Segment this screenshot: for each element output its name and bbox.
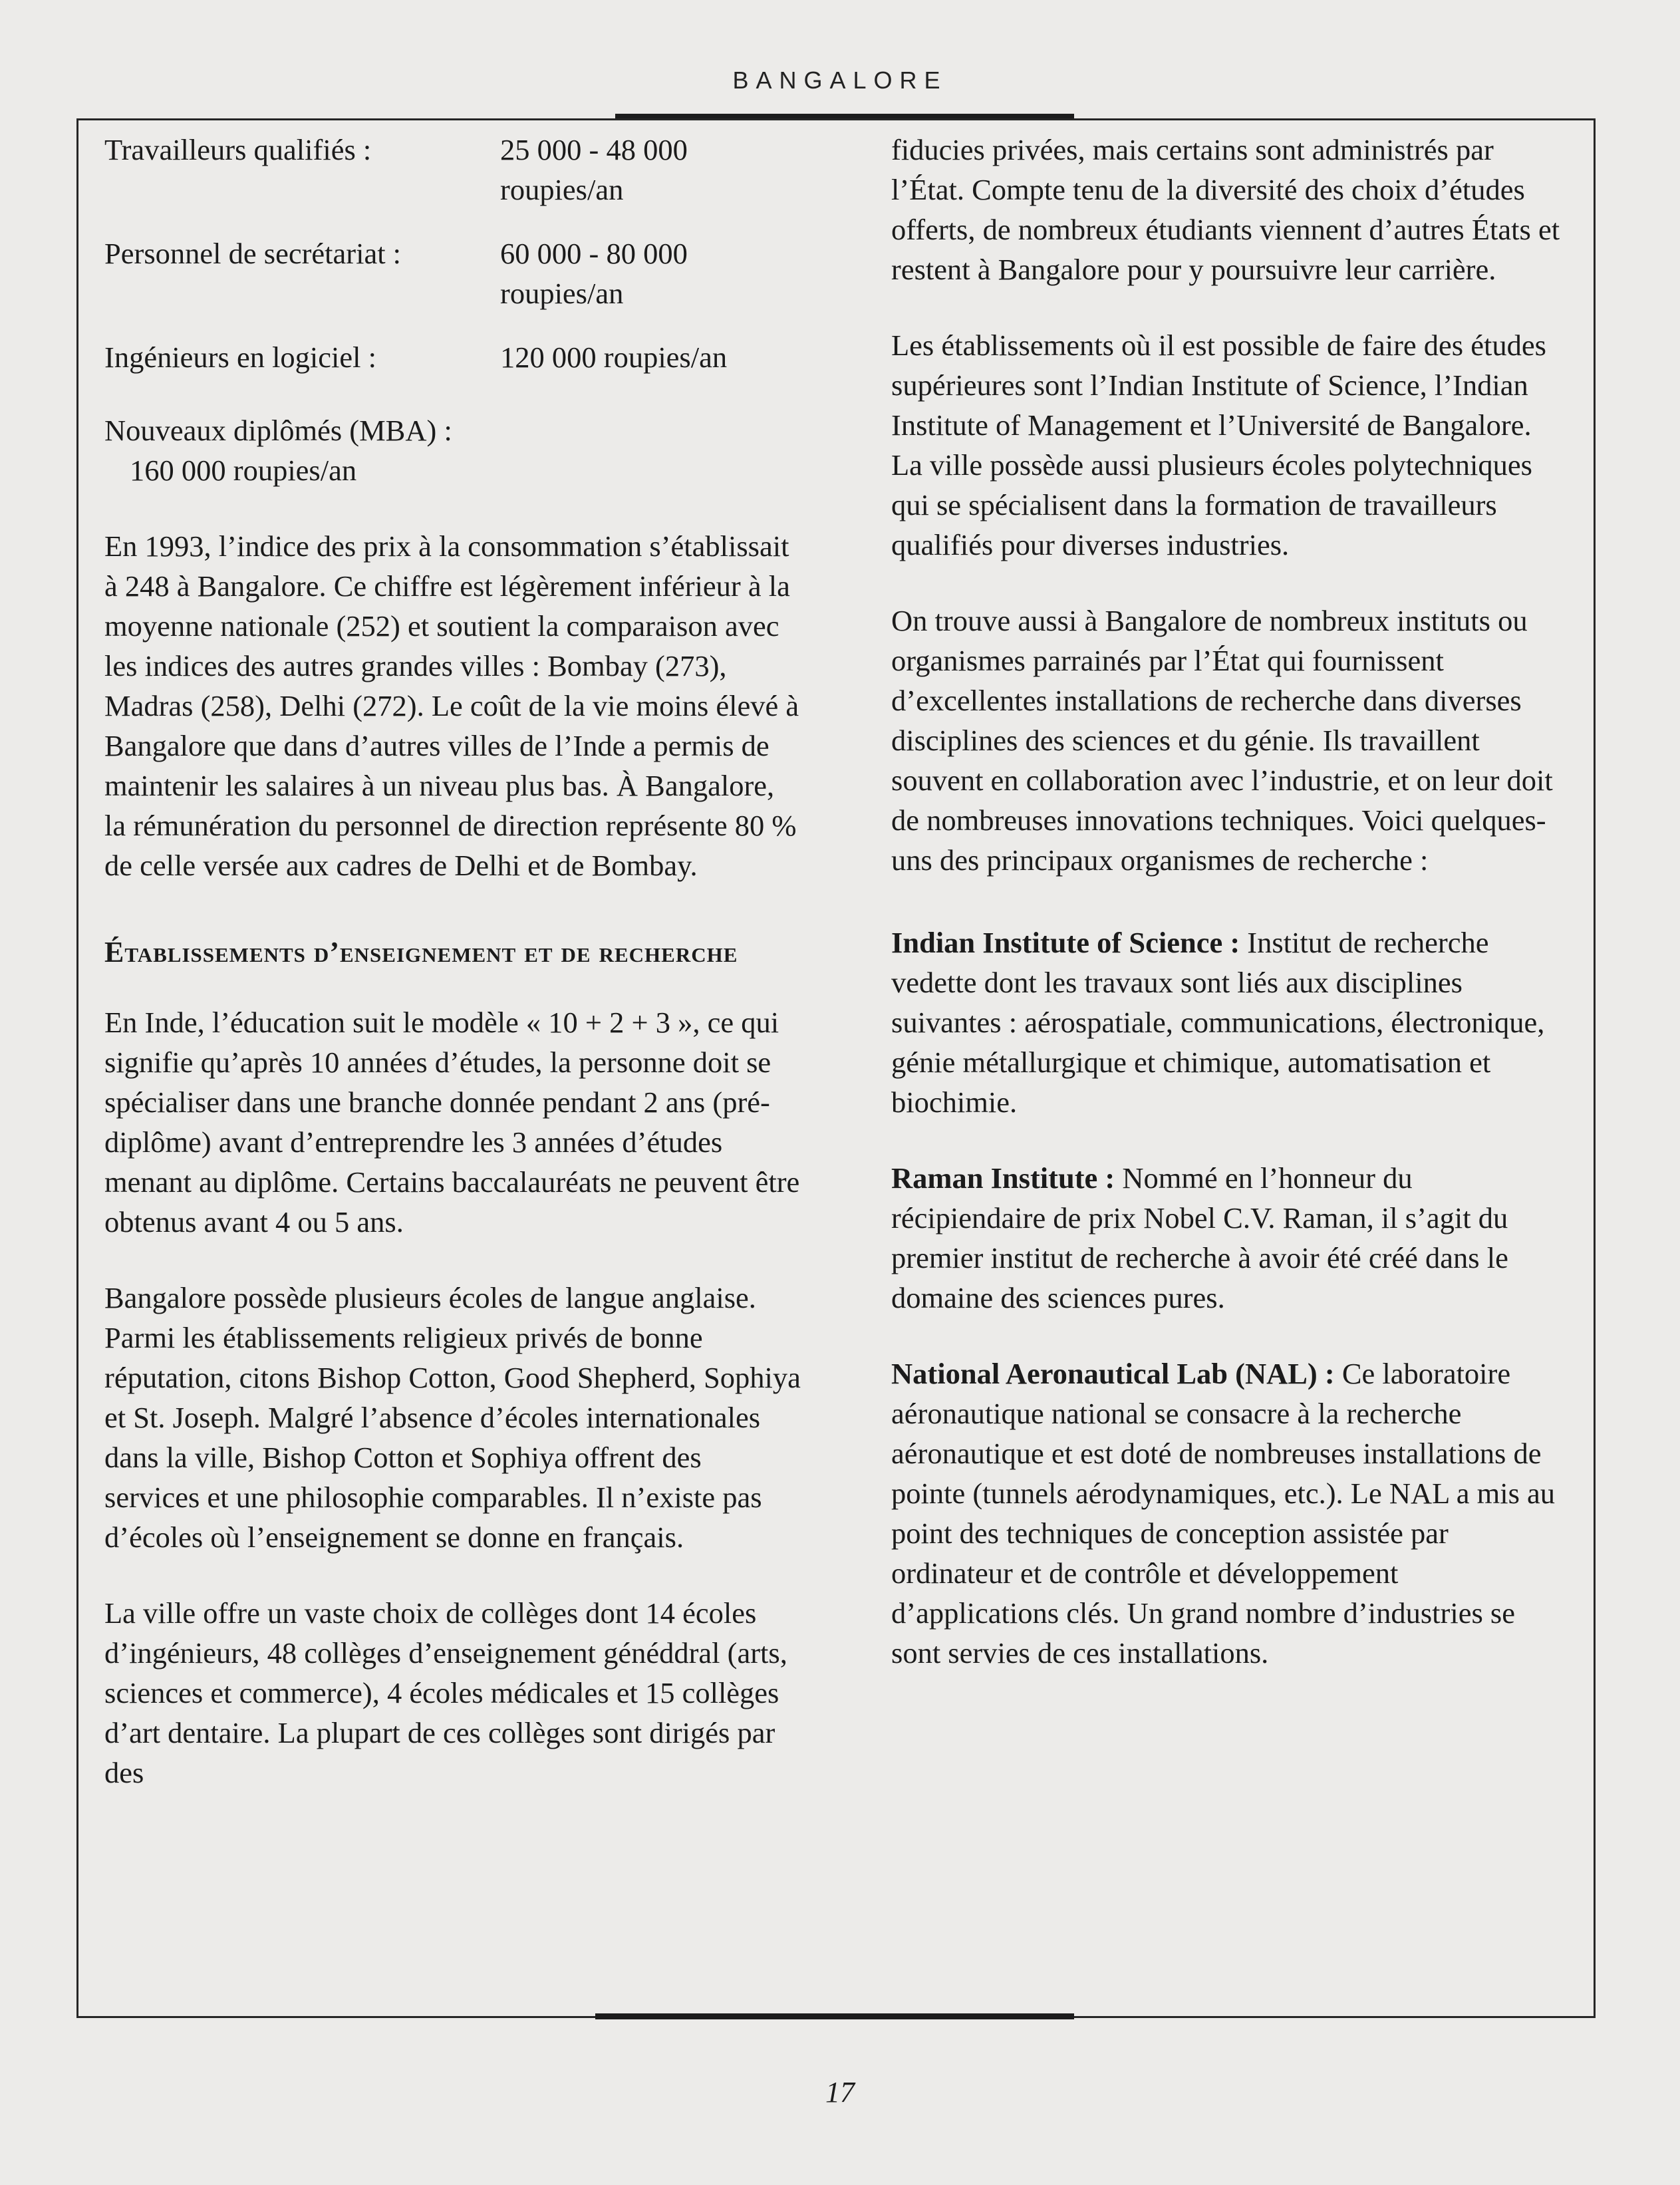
left-column [104, 130, 803, 1793]
iisc-description: Institut de recherche vedette dont les travaux sont liés aux disciplines suivantes : aérospatiale, communications, électronique, génie métallurgique et chimique, automatisation et biochimie. [891, 926, 1545, 1119]
cost-of-living-paragraph: En 1993, l’indice des prix à la consommation s’établissait à 248 à Bangalore. Ce chiffre est légèrement inférieur à la moyenne nationale (252) et soutient la comparaison avec les indices des autres grandes villes : Bombay (273), Madras (258), Delhi (272). Le coût de la vie moins élevé à Bangalore que dans d’autres villes de l’Inde a permis de maintenir les salaires à un niveau plus bas. À Bangalore, la rémunération du personnel de direction représente 80 % de celle versée aux cadres de Delhi et de Bombay. [104, 529, 799, 882]
nal-description: Ce laboratoire aéronautique national se consacre à la recherche aéronautique et est doté de nombreuses installations de pointe (tunnels aérodynamiques, etc.). Le NAL a mis au point des techniques de conception assistée par ordinateur et de contrôle et développement d’applications clés. Un grand nombre d’industries se sont servies de ces installations. [891, 1357, 1556, 1670]
raman-term: Raman Institute : [891, 1161, 1115, 1195]
salary-row [104, 337, 803, 377]
schools-paragraph: Bangalore possède plusieurs écoles de langue anglaise. Parmi les établissements religieux privés de bonne réputation, citons Bishop Cotton, Good Shepherd, Sophiya et St. Joseph. Malgré l’absence d’écoles internationales dans la ville, Bishop Cotton et Sophiya offrent des services et une philosophie comparables. Il n’existe pas d’écoles où l’enseignement se donne en français. [104, 1281, 801, 1554]
salary-label: Nouveaux diplômés (MBA) : [104, 414, 452, 447]
bottom-rule [595, 2013, 1074, 2019]
raman-description: Nommé en l’honneur du récipiendaire de prix Nobel C.V. Raman, il s’agit du premier institut de recherche à avoir été créé dans le domaine des sciences pures. [891, 1161, 1508, 1314]
salary-label: Ingénieurs en logiciel : [104, 341, 377, 374]
nal-term: National Aeronautical Lab (NAL) : [891, 1357, 1335, 1390]
salary-row [104, 130, 803, 210]
iisc-term: Indian Institute of Science : [891, 926, 1240, 959]
right-column [891, 130, 1563, 1673]
running-header: BANGALORE [732, 67, 948, 94]
page-number: 17 [825, 2076, 855, 2109]
colleges-paragraph: La ville offre un vaste choix de collèges dont 14 écoles d’ingénieurs, 48 collèges d’enseignement généddral (arts, sciences et commerce), 4 écoles médicales et 15 collèges d’art dentaire. La plupart de ces collèges sont dirigés par des [104, 1596, 787, 1789]
salary-value: 120 000 roupies/an [500, 341, 728, 374]
education-model-paragraph: En Inde, l’éducation suit le modèle « 10 + 2 + 3 », ce qui signifie qu’après 10 années d’études, la personne doit se spécialiser dans une branche donnée pendant 2 ans (pré-diplôme) avant d’entreprendre les 3 années d’études menant au diplôme. Certains baccalauréats ne peuvent être obtenus avant 4 ou 5 ans. [104, 1006, 800, 1238]
salary-label: Personnel de secrétariat : [104, 237, 402, 270]
salary-value: 25 000 - 48 000 roupies/an [500, 133, 688, 206]
salary-value: 60 000 - 80 000 roupies/an [500, 237, 688, 310]
salary-row [104, 233, 803, 313]
salary-row-mba [104, 410, 803, 490]
research-institutes-paragraph: On trouve aussi à Bangalore de nombreux instituts ou organismes parrainés par l’État qui fournissent d’excellentes installations de recherche dans diverses disciplines des sciences et du génie. Ils travaillent souvent en collaboration avec l’industrie, et on leur doit de nombreuses innovations techniques. Voici quelques-uns des principaux organismes de recherche : [891, 604, 1553, 877]
trusts-paragraph: fiducies privées, mais certains sont administrés par l’État. Compte tenu de la diversité des choix d’études offerts, de nombreux étudiants viennent d’autres États et restent à Bangalore pour y poursuivre leur carrière. [891, 133, 1560, 286]
higher-education-paragraph: Les établissements où il est possible de faire des études supérieures sont l’Indian Institute of Science, l’Indian Institute of Management et l’Université de Bangalore. La ville possède aussi plusieurs écoles polytechniques qui se spécialisent dans la formation de travailleurs qualifiés pour diverses industries. [891, 329, 1546, 561]
raman-entry [891, 1158, 1563, 1318]
salary-label: Travailleurs qualifiés : [104, 133, 372, 166]
salary-value: 160 000 roupies/an [130, 454, 357, 487]
section-heading: Établissements d’enseignement et de recherche [104, 936, 738, 968]
nal-entry [891, 1354, 1563, 1673]
iisc-entry [891, 923, 1563, 1122]
